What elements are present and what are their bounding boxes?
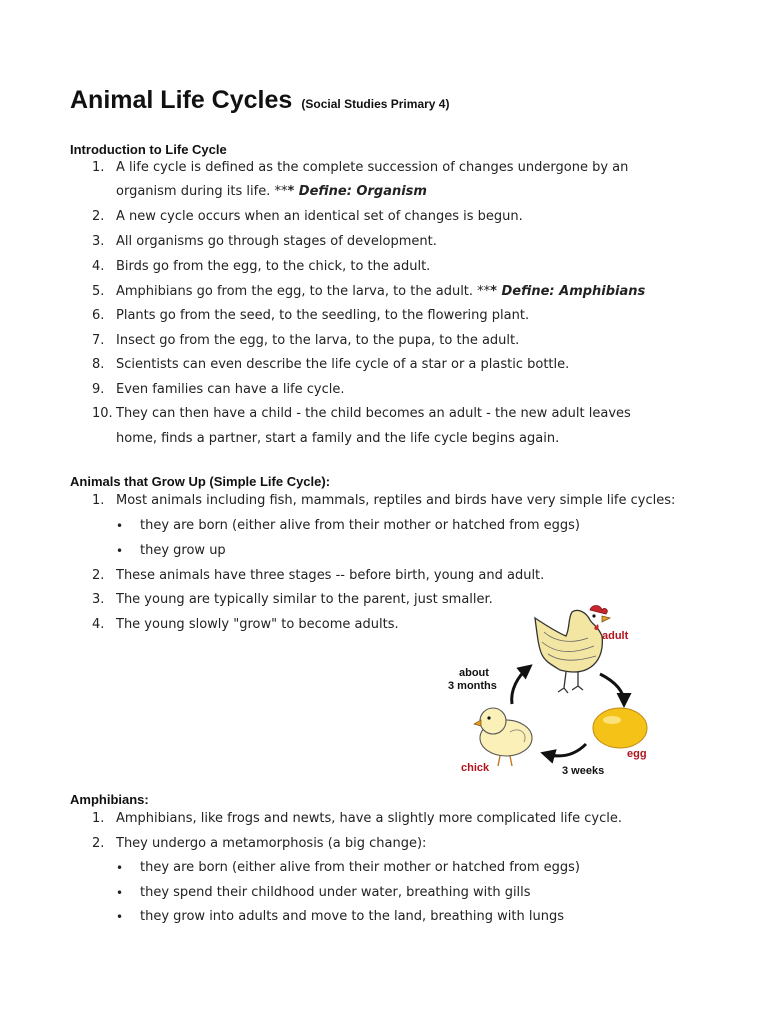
- page-subtitle: (Social Studies Primary 4): [301, 97, 450, 111]
- list-number: 1.: [92, 811, 105, 826]
- bullet-icon: •: [116, 519, 124, 533]
- arrow-egg-to-chick: [546, 744, 586, 756]
- list-item-text: Amphibians go from the egg, to the larva, to the adult. **: [116, 284, 491, 299]
- list-item: Insect go from the egg, to the larva, to the pupa, to the adult.: [116, 333, 520, 348]
- list-item-text: organism during its life. **: [116, 184, 288, 199]
- list-number: 7.: [92, 333, 105, 348]
- list-item: Birds go from the egg, to the chick, to the adult.: [116, 259, 431, 274]
- list-number: 10.: [92, 406, 113, 421]
- list-item: The young are typically similar to the parent, just smaller.: [116, 592, 493, 607]
- weeks-label: 3 weeks: [562, 765, 605, 777]
- bullet-item: they are born (either alive from their mother or hatched from eggs): [140, 860, 580, 875]
- list-number: 2.: [92, 568, 105, 583]
- bullet-item: they grow up: [140, 543, 226, 558]
- bullet-item: they spend their childhood under water, breathing with gills: [140, 885, 531, 900]
- list-number: 5.: [92, 284, 105, 299]
- define-note: * Define: Organism: [287, 184, 427, 199]
- list-item: The young slowly "grow" to become adults.: [116, 617, 399, 632]
- list-number: 3.: [92, 234, 105, 249]
- hen-icon: [535, 606, 610, 694]
- list-item-continuation: home, finds a partner, start a family and the life cycle begins again.: [116, 431, 560, 446]
- amphibians-heading: Amphibians:: [70, 792, 149, 807]
- chick-label: chick: [461, 762, 490, 774]
- title-row: [70, 86, 449, 115]
- months-label: 3 months: [448, 680, 497, 692]
- list-item: Even families can have a life cycle.: [116, 382, 345, 397]
- list-number: 1.: [92, 160, 105, 175]
- list-number: 6.: [92, 308, 105, 323]
- life-cycle-illustration: [440, 598, 694, 798]
- list-item: Most animals including fish, mammals, reptiles and birds have very simple life cycles:: [116, 493, 676, 508]
- list-number: 1.: [92, 493, 105, 508]
- list-number: 8.: [92, 357, 105, 372]
- bullet-icon: •: [116, 861, 124, 875]
- page-title: Animal Life Cycles: [70, 86, 293, 114]
- define-note: * Define: Amphibians: [490, 284, 646, 299]
- about-label: about: [459, 667, 489, 679]
- list-item: Amphibians, like frogs and newts, have a slightly more complicated life cycle.: [116, 811, 622, 826]
- list-item: Scientists can even describe the life cycle of a star or a plastic bottle.: [116, 357, 570, 372]
- bullet-icon: •: [116, 886, 124, 900]
- arrow-chick-to-adult: [512, 668, 528, 704]
- bullet-icon: •: [116, 544, 124, 558]
- list-item: They undergo a metamorphosis (a big change):: [116, 836, 427, 851]
- list-number: 2.: [92, 209, 105, 224]
- simple-heading: Animals that Grow Up (Simple Life Cycle):: [70, 474, 331, 489]
- intro-heading: Introduction to Life Cycle: [70, 142, 227, 157]
- list-number: 4.: [92, 259, 105, 274]
- list-item: They can then have a child - the child becomes an adult - the new adult leaves: [116, 406, 631, 421]
- list-item: All organisms go through stages of development.: [116, 234, 437, 249]
- list-number: 2.: [92, 836, 105, 851]
- list-item: These animals have three stages -- before birth, young and adult.: [116, 568, 545, 583]
- chicken-life-cycle-diagram: [440, 598, 694, 798]
- bullet-item: they grow into adults and move to the land, breathing with lungs: [140, 909, 564, 924]
- adult-label: adult: [602, 630, 629, 642]
- list-item: A life cycle is defined as the complete succession of changes undergone by an: [116, 160, 629, 175]
- list-item: Plants go from the seed, to the seedling, to the flowering plant.: [116, 308, 530, 323]
- list-number: 4.: [92, 617, 105, 632]
- list-item: [116, 284, 645, 300]
- chick-icon: [474, 708, 532, 766]
- list-item: A new cycle occurs when an identical set of changes is begun.: [116, 209, 523, 224]
- arrow-adult-to-egg: [600, 674, 624, 702]
- list-number: 3.: [92, 592, 105, 607]
- egg-icon: [593, 708, 647, 748]
- egg-label: egg: [627, 748, 647, 760]
- list-number: 9.: [92, 382, 105, 397]
- bullet-icon: •: [116, 910, 124, 924]
- bullet-item: they are born (either alive from their mother or hatched from eggs): [140, 518, 580, 533]
- list-item-continuation: [116, 184, 427, 200]
